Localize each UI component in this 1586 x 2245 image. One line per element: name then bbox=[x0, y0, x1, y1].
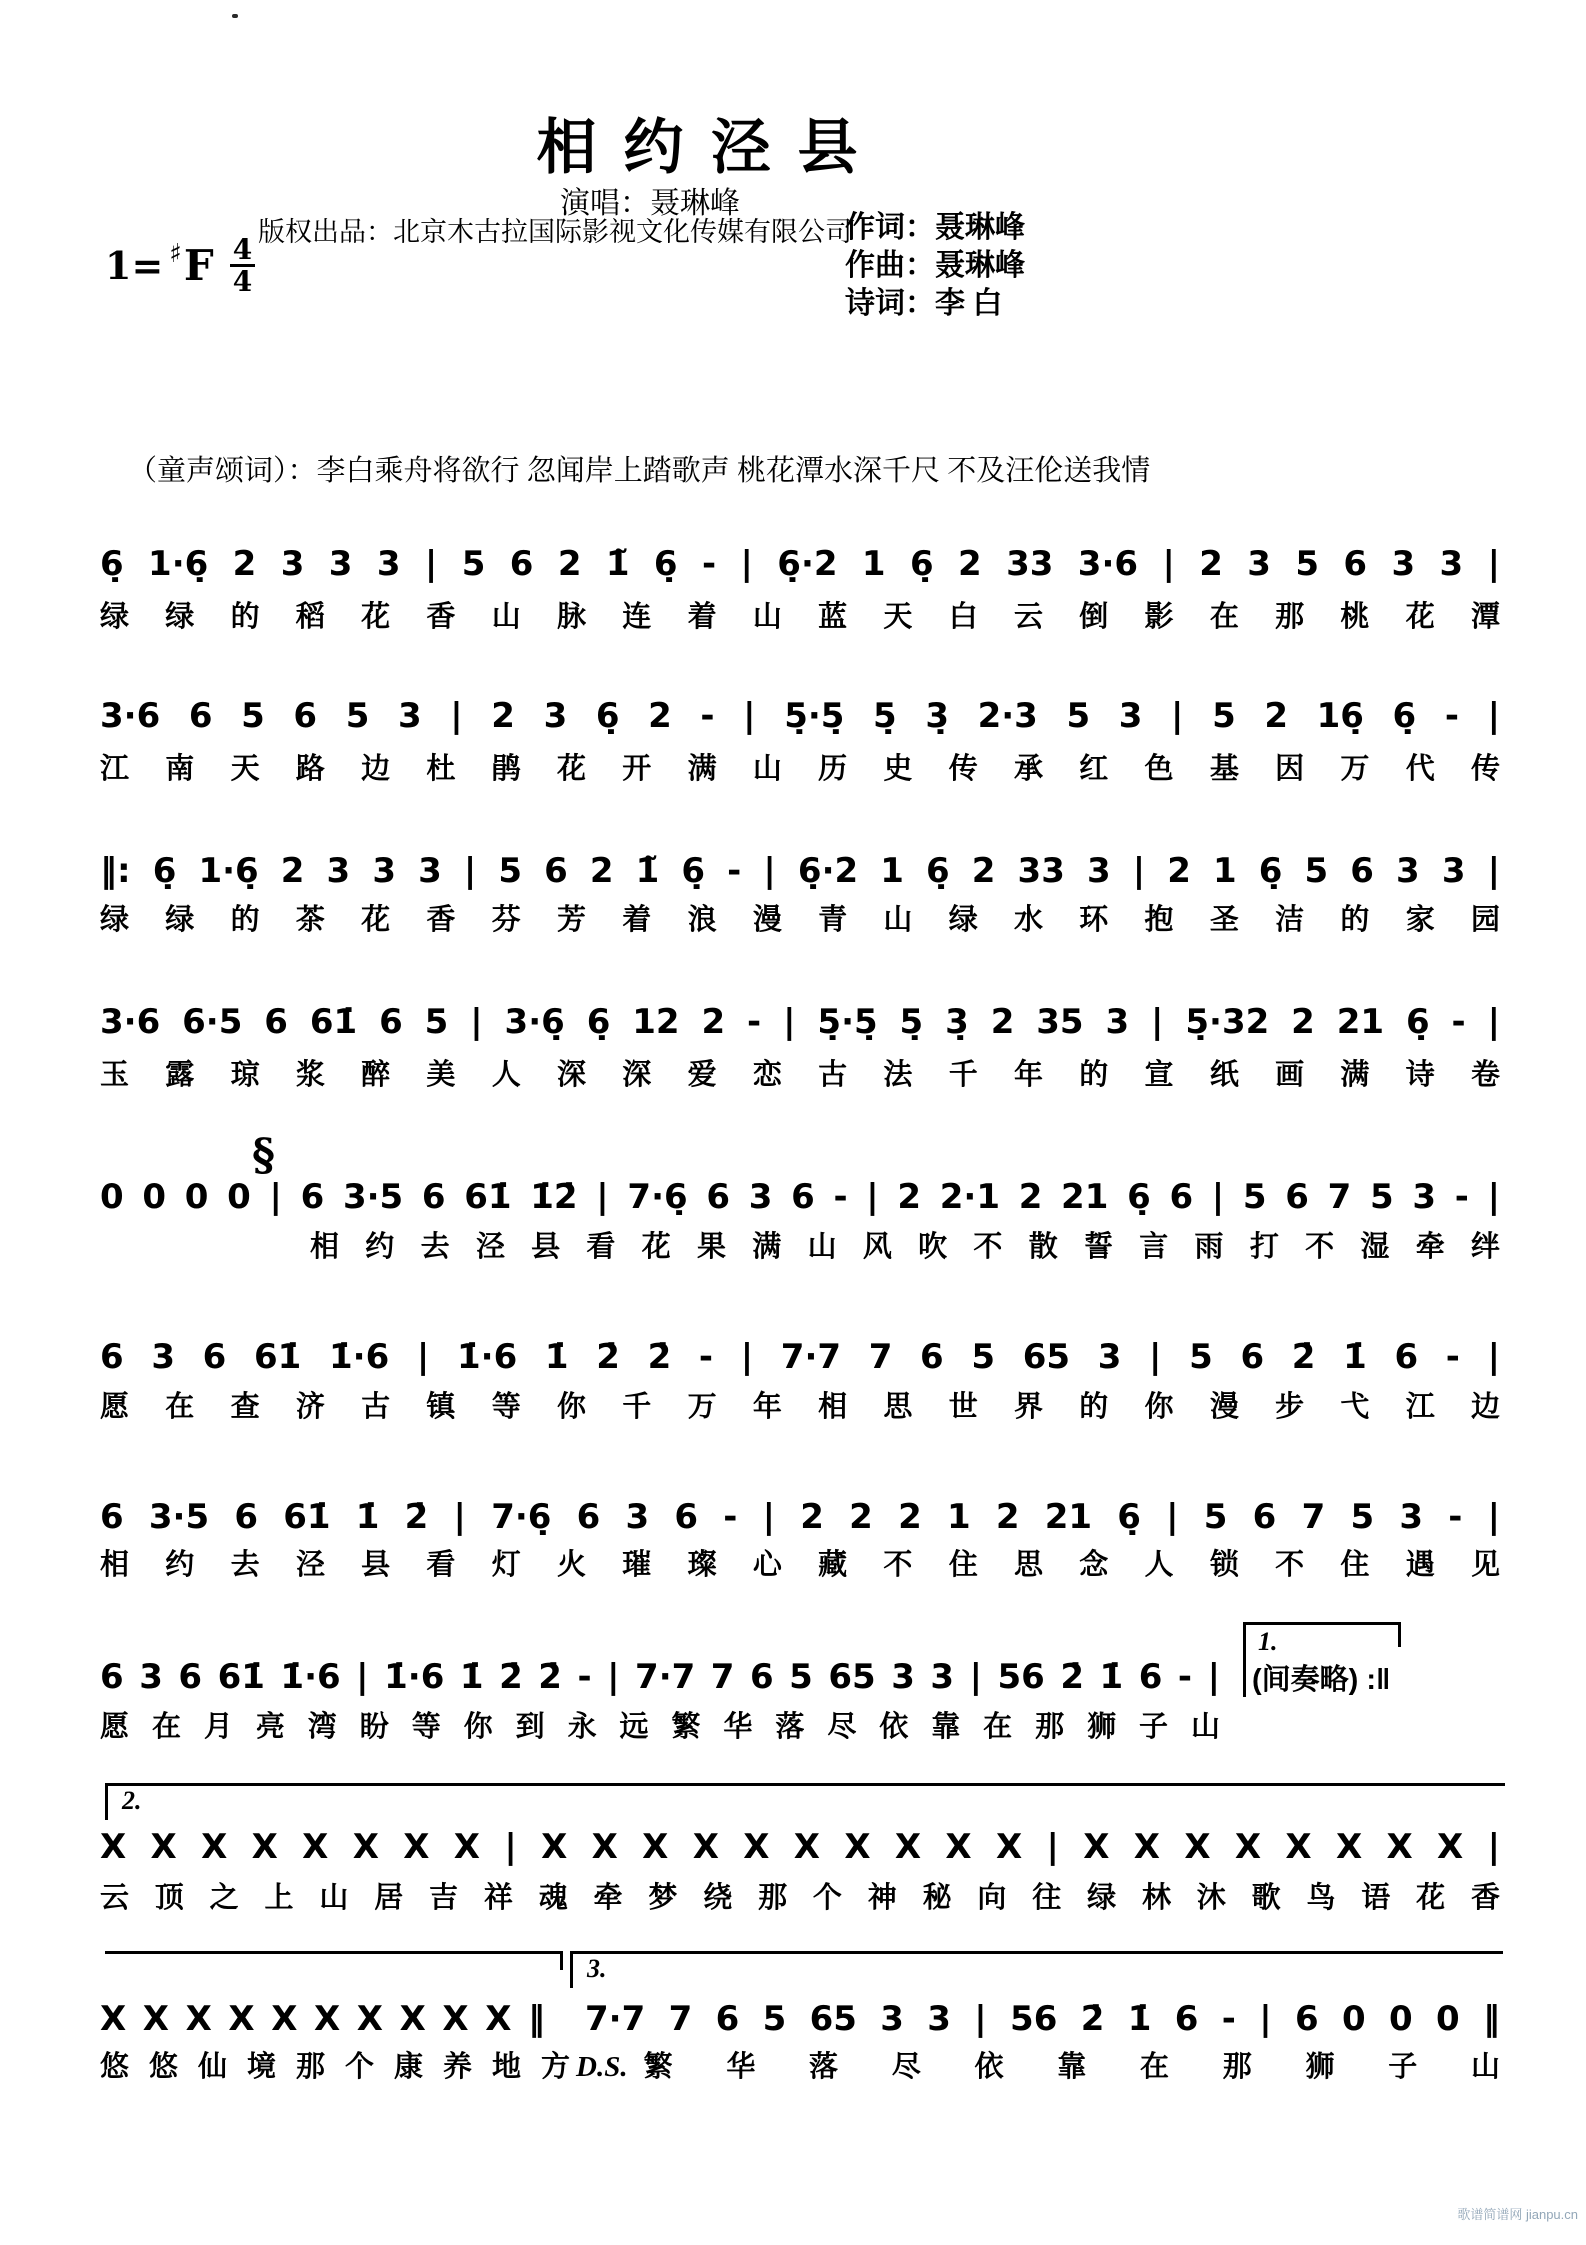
interlude-note: (间奏略) :‖ bbox=[1252, 1664, 1391, 1696]
sharp-accidental: ♯ bbox=[169, 238, 182, 269]
credit-composer: 作曲：聂琳峰 bbox=[845, 249, 1025, 282]
melody-notes-segment: 7·7 7 6 5 65 3 3 | 56 2̇ 1̇ 6 - | 6 0 0 0 ‖ bbox=[585, 1999, 1500, 2039]
notes-row: ‖: 6̣ 1·6̣ 2 3 3 3 | 5 6 2 1̃ 6̣ - | 6̣·2 1 6̣ 2 33 3 | 2 1 6̣ 5 6 3 3 | bbox=[100, 851, 1500, 891]
credit-lyricist: 作词：聂琳峰 bbox=[845, 211, 1025, 244]
dal-segno-mark: D.S. bbox=[576, 2051, 628, 2083]
publisher-line: 版权出品：北京木古拉国际影视文化传媒有限公司 bbox=[258, 217, 852, 247]
notes-row: X X X X X X X X | X X X X X X X X X X | X X X X X X X X | bbox=[100, 1827, 1500, 1867]
lyrics-row: 相 约 去 泾 县 看 花 果 满 山 风 吹 不 散 誓 言 雨 打 不 湿 牵 绊 bbox=[310, 1231, 1500, 1263]
volta-3-bracket bbox=[570, 1951, 1503, 1988]
volta-1-bracket bbox=[1243, 1622, 1401, 1697]
volta-2-end-line bbox=[105, 1951, 563, 1972]
volta-bracket-tick bbox=[1398, 1625, 1401, 1647]
volta-3-label: 3. bbox=[587, 1954, 607, 1983]
singer-line: 演唱：聂琳峰 bbox=[560, 187, 740, 220]
notes-row: 3·6 6·5 6 61̇ 6 5 | 3·6̣ 6̣ 12 2 - | 5̣·5̣ 5̣ 3̣ 2 35 3 | 5̣·32 2 21 6̣ - | bbox=[100, 1002, 1500, 1042]
lyrics-row: 相 约 去 泾 县 看 灯 火 璀 璨 心 藏 不 住 思 念 人 锁 不 住 遇 见 bbox=[100, 1549, 1500, 1581]
lyrics-segment: 繁 华 落 尽 依 靠 在 那 狮 子 山 bbox=[643, 2051, 1500, 2083]
lyrics-row: 江 南 天 路 边 杜 鹃 花 开 满 山 历 史 传 承 红 色 基 因 万 代 传 bbox=[100, 753, 1500, 785]
lyrics-row bbox=[100, 2052, 1500, 2084]
lyrics-row: 愿 在 查 济 古 镇 等 你 千 万 年 相 思 世 界 的 你 漫 步 弋 江 边 bbox=[100, 1391, 1500, 1423]
notes-row: 6 3·5 6 61̇ 1̇ 2̇ | 7·6̣ 6 3 6 - | 2 2 2 1 2 21 6̣ | 5 6 7 5 3 - | bbox=[100, 1497, 1500, 1537]
lyrics-segment: 悠 悠 仙 境 那 个 康 养 地 方 bbox=[100, 2051, 570, 2083]
notes-row: 6 3 6 61̇ 1̇·6 | 1̇·6 1̇ 2̇ 2̇ - | 7·7 7 6 5 65 3 | 5 6 2̇ 1̇ 6 - | bbox=[100, 1337, 1500, 1377]
segno-icon: § bbox=[252, 1130, 276, 1181]
meter-numerator: 4 bbox=[230, 235, 255, 267]
notes-row bbox=[100, 2000, 1500, 2039]
lyrics-row: 绿 绿 的 稻 花 香 山 脉 连 着 山 蓝 天 白 云 倒 影 在 那 桃 花 潭 bbox=[100, 601, 1500, 633]
recitation-line: （童声颂词）：李白乘舟将欲行 忽闻岸上踏歌声 桃花潭水深千尺 不及汪伦送我情 bbox=[128, 455, 1151, 487]
key-prefix: 1= bbox=[105, 243, 164, 289]
volta-2-label: 2. bbox=[122, 1786, 142, 1815]
notes-row: 3·6 6 5 6 5 3 | 2 3 6̣ 2 - | 5̣·5̣ 5̣ 3̣ 2·3 5 3 | 5 2 16̣ 6̣ - | bbox=[100, 696, 1500, 736]
volta-2-bracket bbox=[105, 1783, 1505, 1820]
stray-mark bbox=[232, 14, 238, 18]
notes-row: 6̣ 1·6̣ 2 3 3 3 | 5 6 2 1̃ 6̣ - | 6̣·2 1 6̣ 2 33 3·6 | 2 3 5 6 3 3 | bbox=[100, 544, 1500, 584]
lyrics-row: 绿 绿 的 茶 花 香 芬 芳 着 浪 漫 青 山 绿 水 环 抱 圣 洁 的 家 园 bbox=[100, 904, 1500, 936]
time-signature bbox=[230, 235, 255, 297]
site-watermark: 歌谱简谱网 jianpu.cn bbox=[1457, 2207, 1578, 2222]
rhythm-notes-segment: X X X X X X X X X X ‖ bbox=[100, 1999, 545, 2039]
key-tonic: F bbox=[183, 241, 214, 291]
lyrics-row: 玉 露 琼 浆 醉 美 人 深 深 爱 恋 古 法 千 年 的 宣 纸 画 满 诗 卷 bbox=[100, 1059, 1500, 1091]
meter-denominator: 4 bbox=[232, 265, 253, 299]
key-signature bbox=[105, 235, 255, 297]
volta-bracket-tick bbox=[560, 1954, 563, 1970]
lyrics-row: 云 顶 之 上 山 居 吉 祥 魂 牵 梦 绕 那 个 神 秘 向 往 绿 林 沐 歌 鸟 语 花 香 bbox=[100, 1882, 1500, 1914]
page-title: 相 约 泾 县 bbox=[536, 115, 864, 181]
credit-poet: 诗词：李 白 bbox=[845, 287, 1003, 320]
lyrics-row: 愿 在 月 亮 湾 盼 等 你 到 永 远 繁 华 落 尽 依 靠 在 那 狮 子 山 bbox=[100, 1711, 1220, 1743]
notes-row: 6 3 6 61̇ 1̇·6 | 1̇·6 1̇ 2̇ 2̇ - | 7·7 7 6 5 65 3 3 | 56 2̇ 1̇ 6 - | bbox=[100, 1657, 1220, 1697]
volta-1-label: 1. bbox=[1258, 1627, 1278, 1656]
notes-row: 0 0 0 0 | 6 3·5 6 61̇ 1̇2̇ | 7·6̣ 6 3 6 - | 2 2·1 2 21 6̣ 6 | 5 6 7 5 3 - | bbox=[100, 1177, 1500, 1217]
